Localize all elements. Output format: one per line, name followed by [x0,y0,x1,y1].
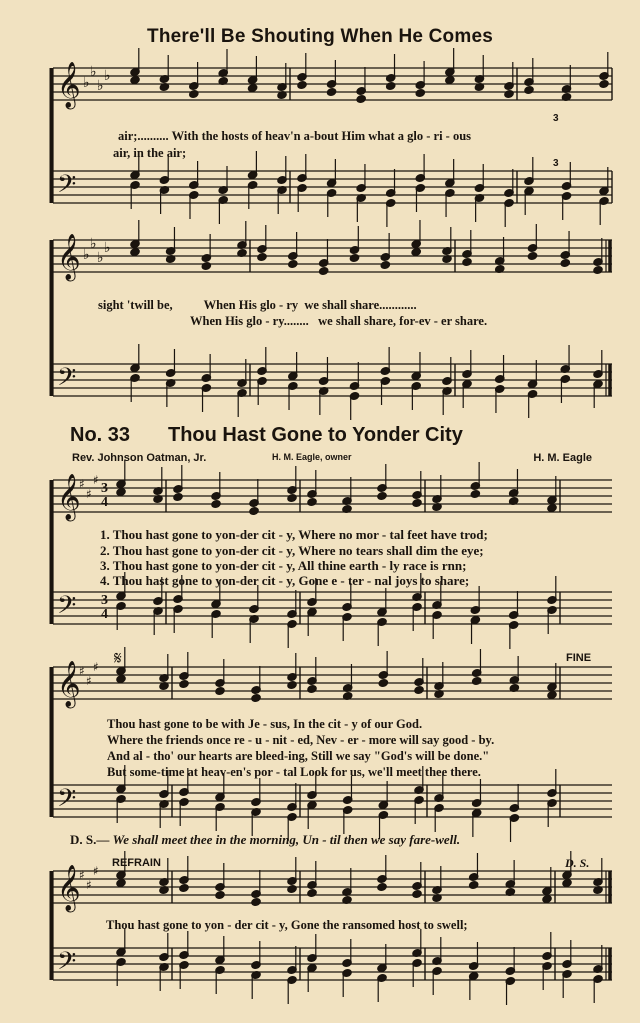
notehead [524,86,534,95]
bass-clef-icon: 𝄢 [57,591,77,626]
treble-clef-icon: 𝄞 [57,234,81,280]
sharp-icon: ♯ [86,487,92,501]
verse-3: 3. Thou hast gone to yon-der cit - y, All thine earth - ly race is rnn; [100,558,467,573]
sharp-icon: ♯ [79,664,85,678]
notehead [179,680,189,689]
bass-clef-icon: 𝄢 [57,170,77,205]
notehead [130,76,140,85]
notehead [356,95,366,104]
notehead [412,890,422,899]
sharp-icon: ♯ [79,477,85,491]
credits [72,452,592,468]
notehead [472,677,482,686]
flat-icon: ♭ [90,64,97,80]
notehead [249,507,259,516]
notehead [469,881,479,890]
time-signature: 3 [101,593,108,608]
notehead [445,76,455,85]
notehead [288,260,298,269]
bass-clef-icon: 𝄢 [57,947,77,982]
bass-clef-icon: 𝄢 [57,363,77,398]
notehead [307,889,317,898]
sharp-icon: ♯ [86,674,92,688]
ds-text: We shall meet thee in the morning, Un - til then we say fare-well. [112,832,461,847]
treble-clef-icon: 𝄞 [57,865,81,911]
hymn-header [70,424,630,452]
notehead [326,88,336,97]
notehead [377,492,387,501]
bass-clef-icon: 𝄢 [57,784,77,819]
time-signature: 4 [101,495,108,510]
notehead [116,879,126,888]
time-signature: 4 [101,607,108,622]
sharp-icon: ♯ [79,868,85,882]
notehead [504,90,514,99]
notehead [287,681,297,690]
top-system1-lyric-line1: air;.......... With the hosts of heav'n a-bout Him what a glo - ri - ous [118,129,472,143]
ds-line [70,832,460,848]
notehead [380,261,390,270]
flat-icon: ♭ [104,240,111,256]
notehead [130,248,140,257]
flat-icon: ♭ [97,78,104,94]
notehead [189,90,199,99]
notehead [527,252,537,261]
notehead [415,89,425,98]
notehead [562,879,572,888]
notehead [251,694,261,703]
flat-icon: ♭ [97,250,104,266]
notehead [349,254,359,263]
fine-label: FINE [566,652,592,664]
flat-icon: ♭ [83,247,90,263]
ds-label: D. S.— [70,832,110,847]
verse-4: 4. Thou hast gone to yon-der cit - y, Gone e - ter - nal joys to share; [100,573,470,588]
notehead [215,687,225,696]
hymn-number: No. 33 [70,424,131,446]
segno-icon: 𝄋 [114,648,122,669]
treble-clef-icon: 𝄞 [57,474,81,520]
notehead [386,82,396,91]
notehead [462,258,472,267]
notehead [257,253,267,262]
refrain-ds-label: D. S. [565,856,590,870]
treble-clef-icon: 𝄞 [57,62,81,108]
sharp-icon: ♯ [93,864,99,878]
continuation-2: Where the friends once re - u - nit - ed, Nev - er - more will say good - by. [107,733,495,747]
top-system2-lyric-line2: When His glo - ry........ we shall share, for-ev - er share. [190,314,488,328]
sharp-icon: ♯ [86,878,92,892]
notehead [287,494,297,503]
notehead [411,248,421,257]
continuation-4: But some-time at heav-en's por - tal Look for us, we'll meet thee there. [107,765,481,779]
notehead [251,898,261,907]
top-system2-lyric-line1: sight 'twill be, When His glo - ry we shall share............ [98,298,417,312]
words-credit: Rev. Johnson Oatman, Jr. [72,452,207,464]
notehead [307,498,317,507]
notehead [378,679,388,688]
sharp-icon: ♯ [93,473,99,487]
flat-icon: ♭ [104,68,111,84]
music-credit: H. M. Eagle [533,452,592,464]
notehead [414,686,424,695]
refrain-lyric: Thou hast gone to yon - der cit - y, Gone the ransomed host to swell; [106,918,468,932]
notehead [377,883,387,892]
notehead [116,675,126,684]
hymn-title: Thou Hast Gone to Yonder City [168,424,463,446]
notehead [599,80,609,89]
flat-icon: ♭ [90,236,97,252]
verse-2: 2. Thou hast gone to yon-der cit - y, Where no tears shall dim the eye; [100,543,484,558]
continuation-1: Thou hast gone to be with Je - sus, In the cit - y of our God. [107,717,423,731]
notehead [319,267,329,276]
notehead [179,884,189,893]
owner-credit: H. M. Eagle, owner [272,452,352,462]
notehead [307,685,317,694]
notehead [542,895,552,904]
notehead [297,81,307,90]
sharp-icon: ♯ [93,660,99,674]
triplet-marker-1: 3 [553,113,559,124]
notehead [201,262,211,271]
notehead [547,504,557,513]
time-signature: 3 [101,481,108,496]
notehead [116,488,126,497]
top-hymn-title: There'll Be Shouting When He Comes [147,26,493,47]
notehead [412,499,422,508]
refrain-label: REFRAIN [112,857,161,869]
notehead [287,885,297,894]
verse-1: 1. Thou hast gone to yon-der cit - y, Where no mor - tal feet have trod; [100,527,488,542]
triplet-marker-2: 3 [553,158,559,169]
notehead [470,490,480,499]
flat-icon: ♭ [83,75,90,91]
notehead [560,259,570,268]
notehead [215,891,225,900]
top-system1-lyric-line2: air, in the air; [113,146,187,160]
notehead [593,266,603,275]
notehead [247,84,257,93]
notehead [211,500,221,509]
treble-clef-icon: 𝄞 [57,661,81,707]
continuation-3: And al - tho' our hearts are bleed-ing, Still we say "God's will be done." [107,749,490,763]
notehead [173,493,183,502]
notehead [547,691,557,700]
